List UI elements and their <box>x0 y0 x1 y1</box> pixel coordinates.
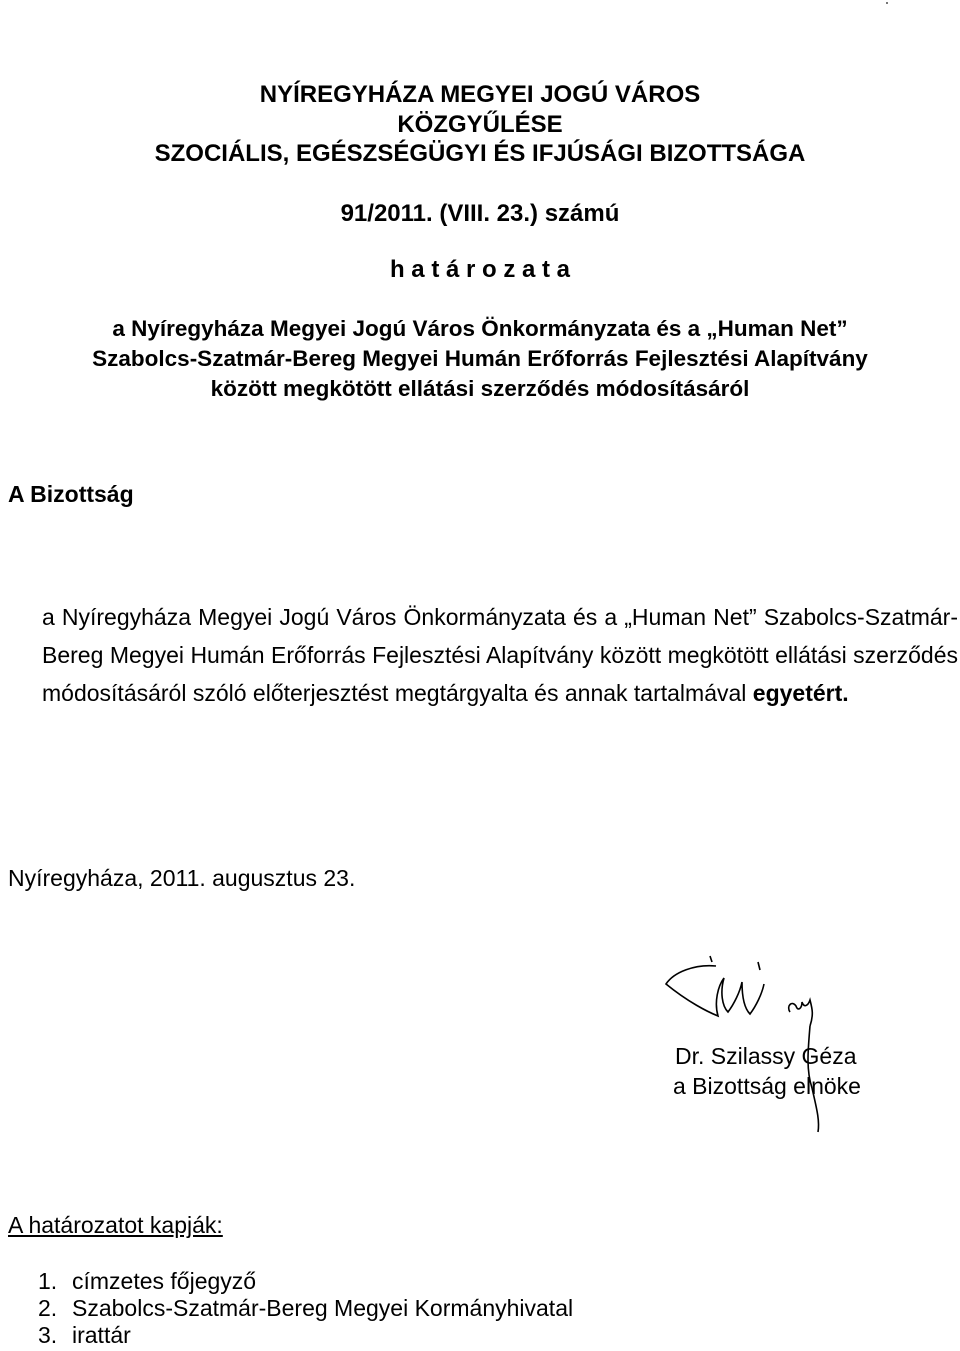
header-city-line: NYÍREGYHÁZA MEGYEI JOGÚ VÁROS <box>259 81 701 108</box>
document-type: h a t á r o z a t a <box>389 256 571 283</box>
resolution-decision: egyetért. <box>752 680 849 706</box>
resolution-number: 91/2011. (VIII. 23.) számú <box>340 200 620 227</box>
list-item-number: 3. <box>38 1322 58 1348</box>
distribution-title: A határozatot kapják: <box>8 1212 223 1238</box>
header-assembly-line: KÖZGYŰLÉSE <box>397 111 563 138</box>
distribution-list <box>38 1268 573 1349</box>
committee-label: A Bizottság <box>8 481 134 507</box>
scan-speck <box>886 2 888 4</box>
resolution-body <box>42 598 958 712</box>
signatory-title: a Bizottság elnöke <box>673 1073 861 1099</box>
place-date: Nyíregyháza, 2011. augusztus 23. <box>8 865 356 891</box>
resolution-body-text: a Nyíregyháza Megyei Jogú Város Önkormányzata és a „Human Net” Szabolcs-Szatmár-Bereg Megyei Humán Erőforrás Fejlesztési Alapítvány között megkötött ellátási szerződés módosításáról szóló előterjesztést megtárgyalta és annak tartalmával <box>42 604 958 706</box>
subject-line-3: között megkötött ellátási szerződés módosításáról <box>210 376 750 401</box>
list-item-text: irattár <box>72 1322 131 1348</box>
header-committee-line: SZOCIÁLIS, EGÉSZSÉGÜGYI ÉS IFJÚSÁGI BIZOTTSÁGA <box>154 140 806 167</box>
signatory-name: Dr. Szilassy Géza <box>675 1043 857 1069</box>
subject-line-2: Szabolcs-Szatmár-Bereg Megyei Humán Erőforrás Fejlesztési Alapítvány <box>92 346 868 371</box>
list-item <box>38 1295 573 1322</box>
list-item-number: 1. <box>38 1268 58 1294</box>
list-item-text: Szabolcs-Szatmár-Bereg Megyei Kormányhivatal <box>72 1295 574 1321</box>
list-item-text: címzetes főjegyző <box>72 1268 257 1294</box>
list-item <box>38 1268 573 1295</box>
list-item <box>38 1322 573 1349</box>
subject-line-1: a Nyíregyháza Megyei Jogú Város Önkormányzata és a „Human Net” <box>112 316 848 341</box>
list-item-number: 2. <box>38 1295 58 1321</box>
